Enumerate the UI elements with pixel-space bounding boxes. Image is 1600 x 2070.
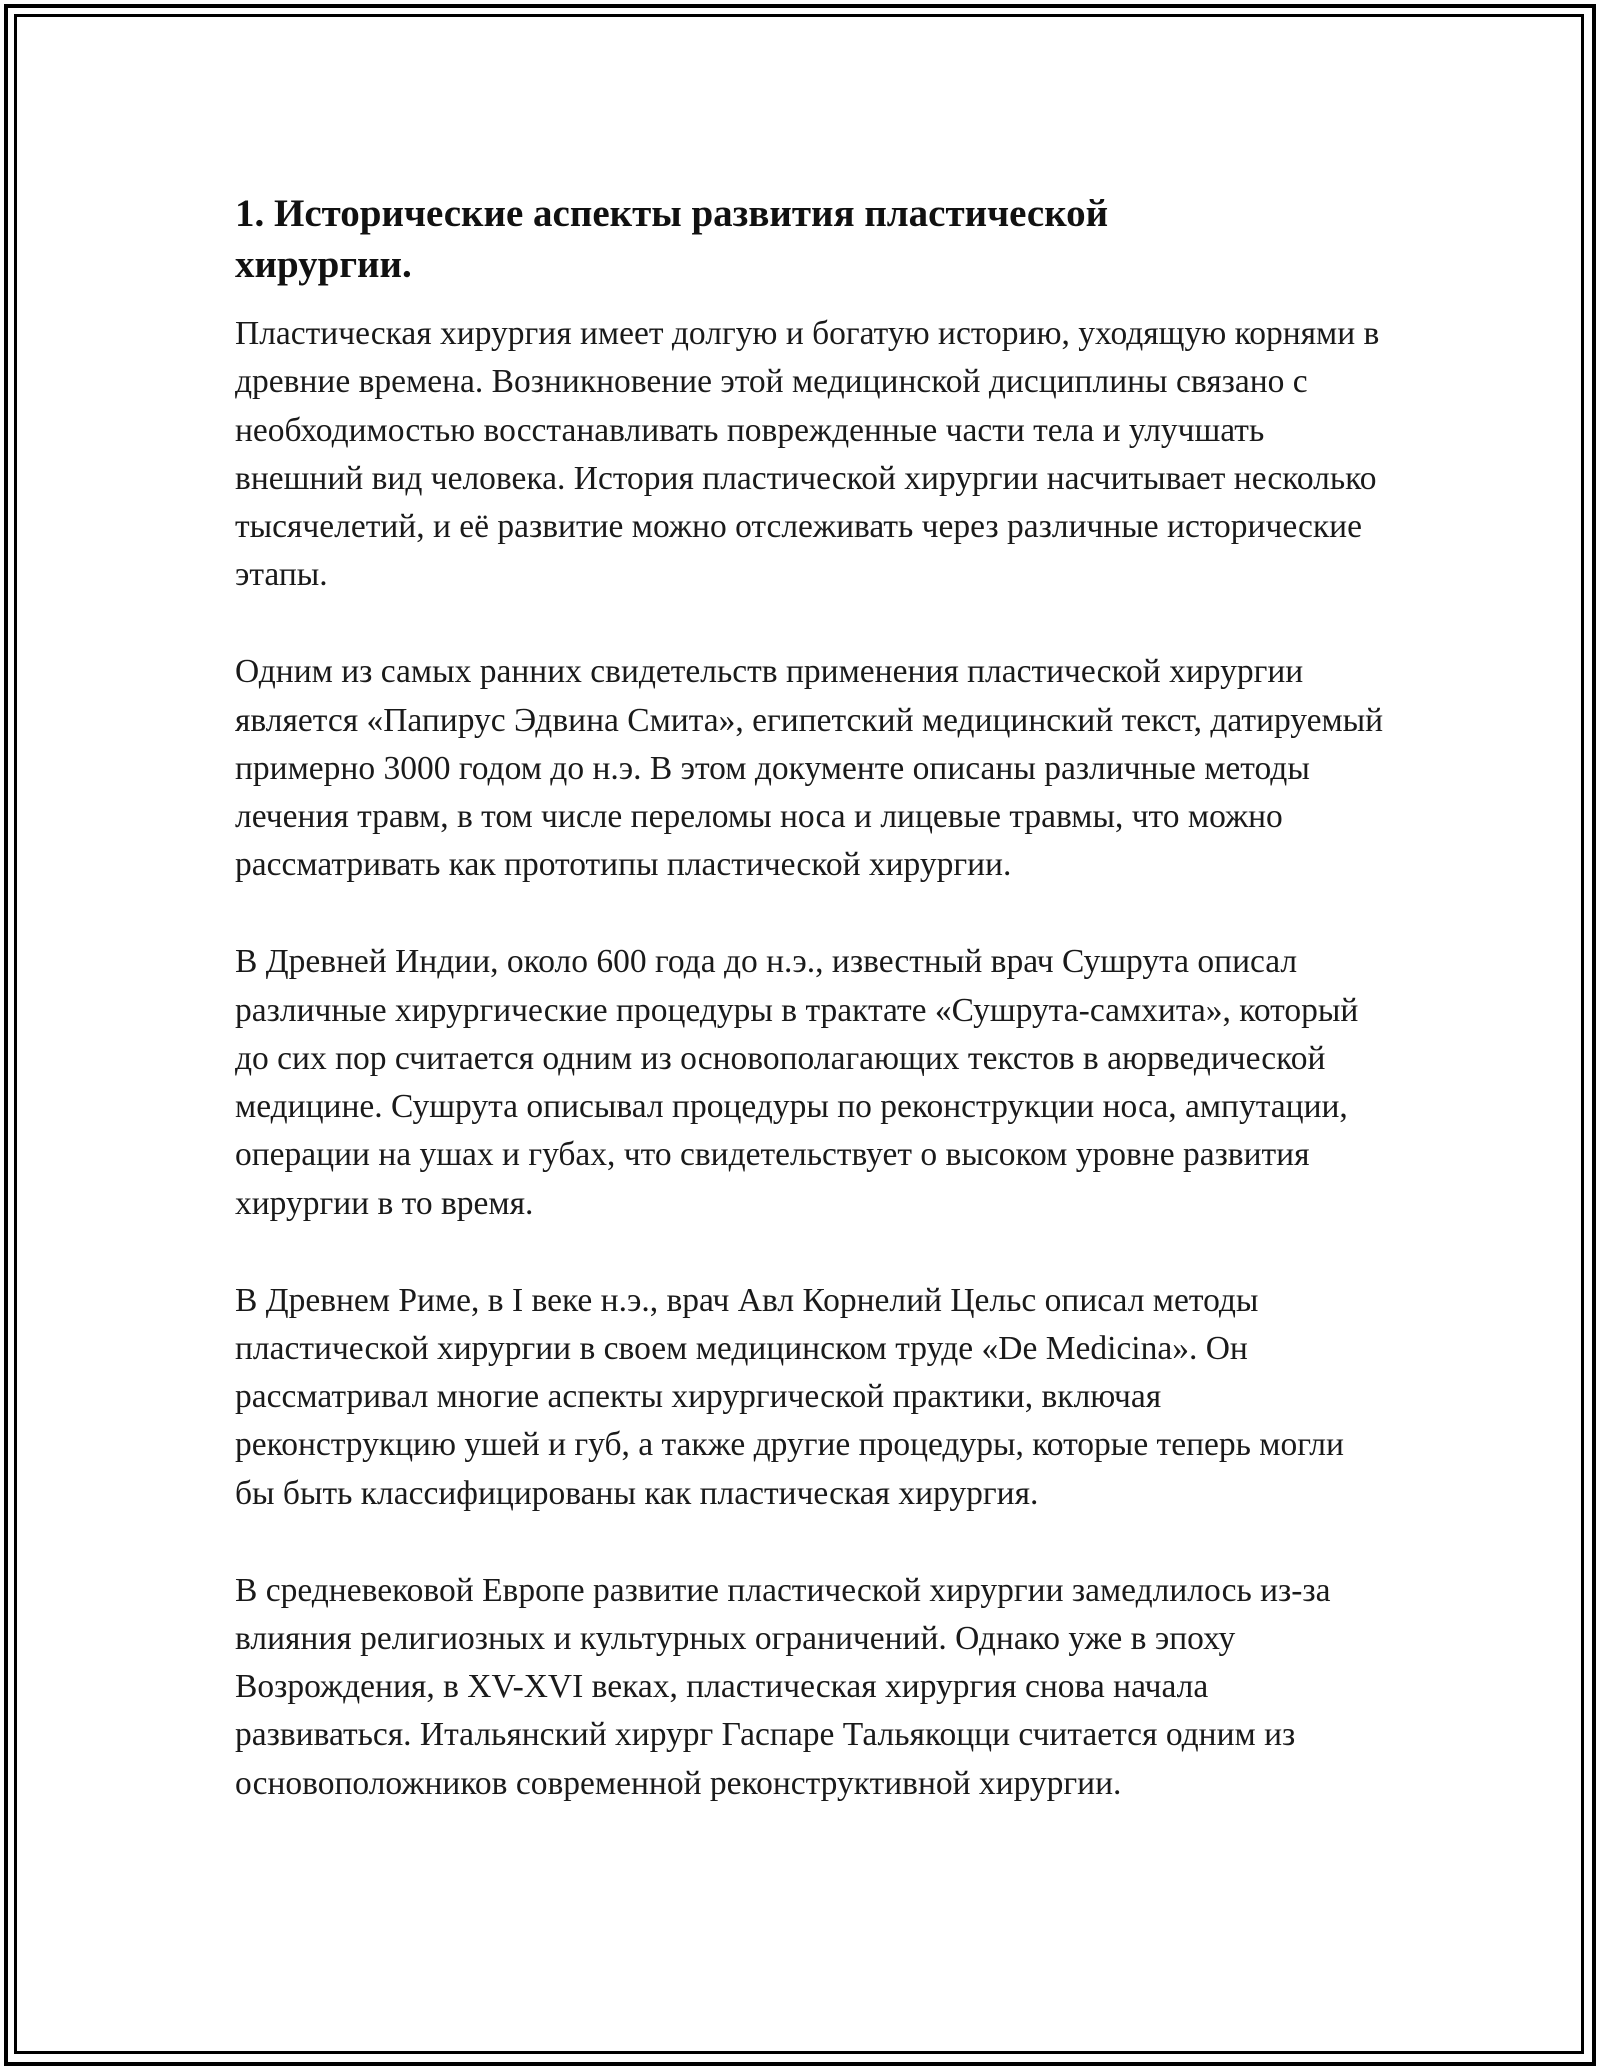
document-body: [235, 188, 1385, 1857]
paragraph-india: В Древней Индии, около 600 года до н.э., известный врач Сушрута описал различные хирургические процедуры в трактате «Сушрута-самхита», который до сих пор считается одним из основополагающих текстов в аюрведической медицине. Сушрута описывал процедуры по реконструкции носа, ампутации, операции на ушах и губах, что свидетельствует о высоком уровне развития хирургии в то время.: [235, 943, 1359, 1222]
paragraph-egypt: Одним из самых ранних свидетельств применения пластической хирургии является «Папирус Эдвина Смита», египетский медицинский текст, датируемый примерно 3000 годом до н.э. В этом документе описаны различные методы лечения травм, в том числе переломы носа и лицевые травмы, что можно рассматривать как прототипы пластической хирургии.: [235, 653, 1384, 884]
paragraph-rome: В Древнем Риме, в I веке н.э., врач Авл Корнелий Цельс описал методы пластической хирургии в своем медицинском труде «De Medicina». Он рассматривал многие аспекты хирургической практики, включая реконструкцию ушей и губ, а также другие процедуры, которые теперь могли бы быть классифицированы как пластическая хирургия.: [235, 1281, 1344, 1512]
paragraph-intro: Пластическая хирургия имеет долгую и богатую историю, уходящую корнями в древние времена. Возникновение этой медицинской дисциплины связано с необходимостью восстанавливать поврежденные части тела и улучшать внешний вид человека. История пластической хирургии насчитывает несколько тысячелетий, и её развитие можно отслеживать через различные исторические этапы.: [235, 315, 1380, 594]
paragraph-medieval-europe: В средневековой Европе развитие пластической хирургии замедлилось из-за влияния религиозных и культурных ограничений. Однако уже в эпоху Возрождения, в XV-XVI веках, пластическая хирургия снова начала развиваться. Итальянский хирург Гаспаре Тальякоцци считается одним из основоположников современной реконструктивной хирургии.: [235, 1571, 1331, 1802]
section-heading: 1. Исторические аспекты развития пластической хирургии.: [235, 192, 1109, 286]
